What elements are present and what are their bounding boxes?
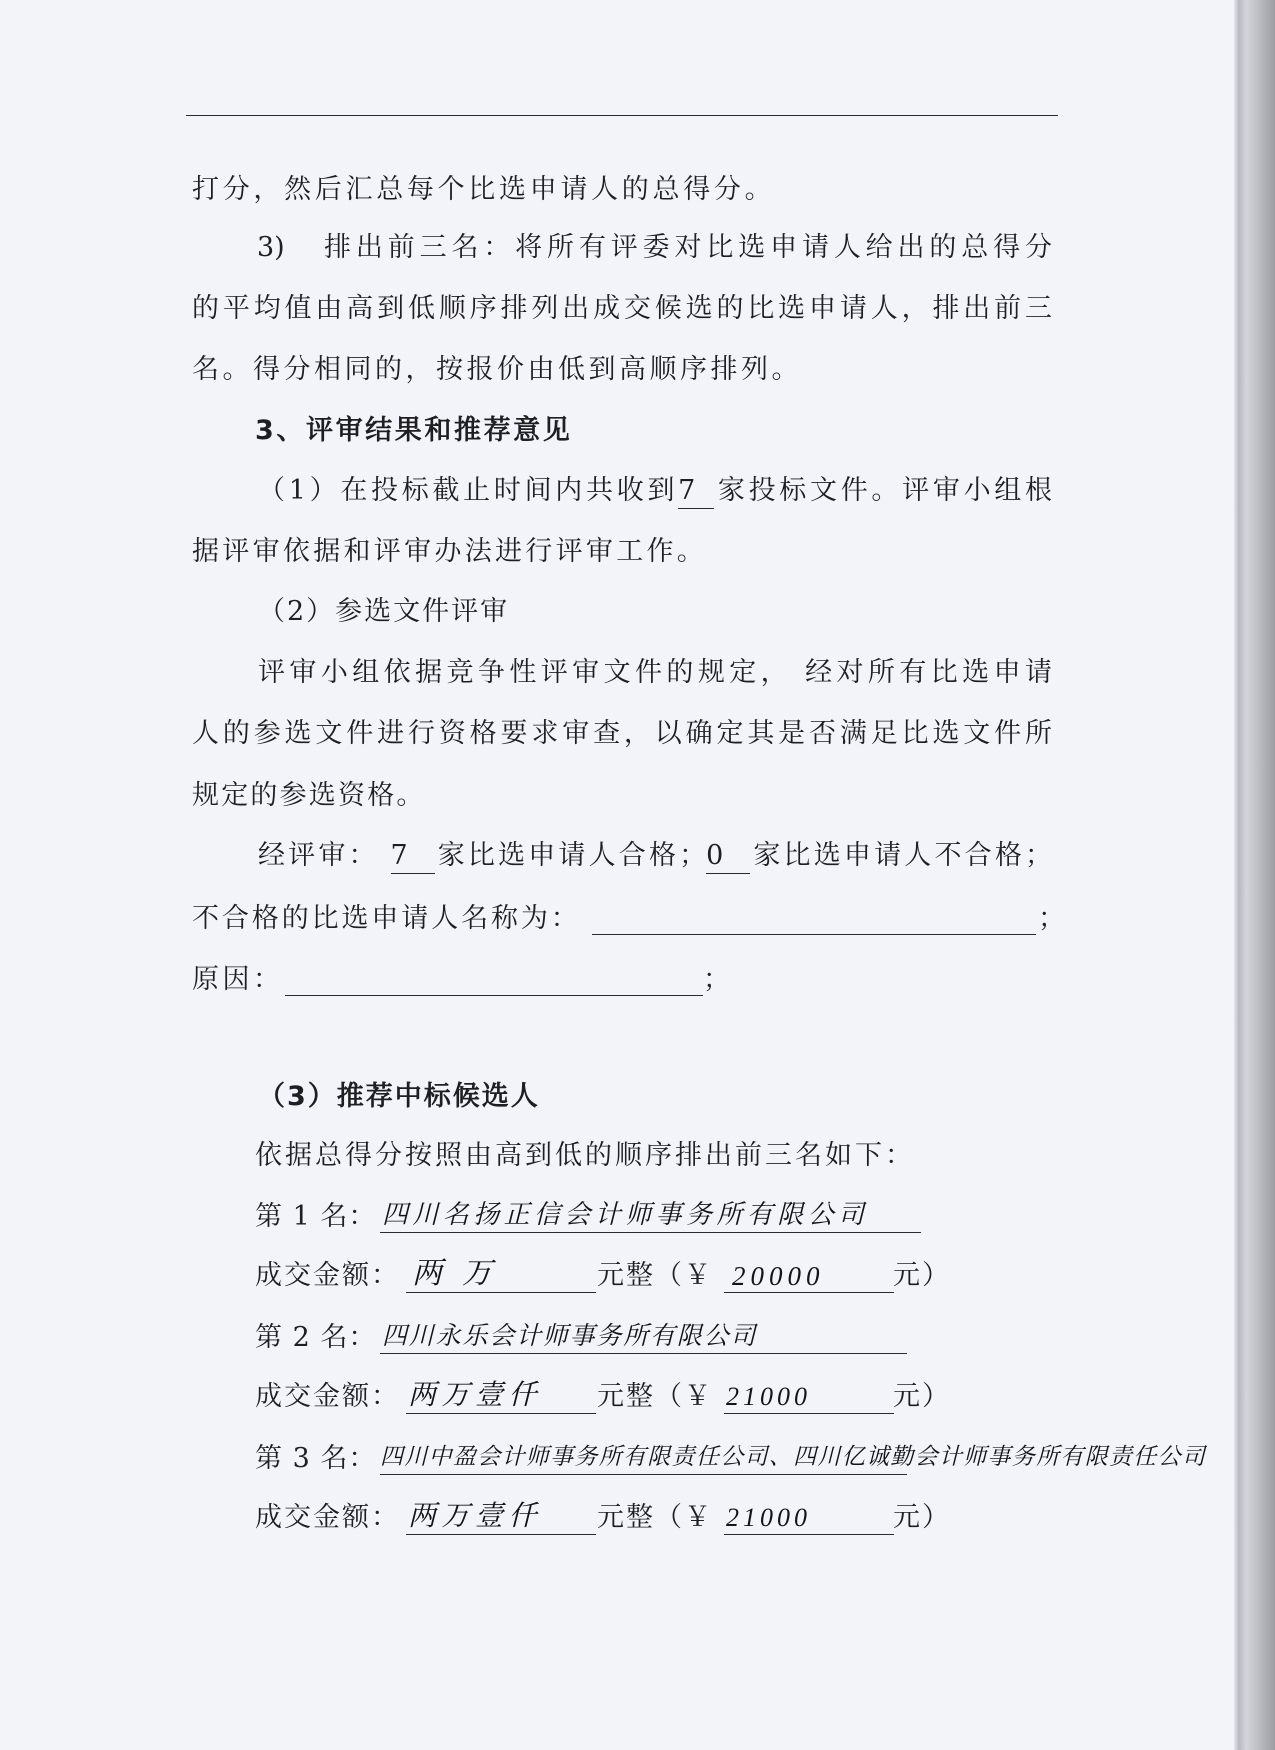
candidate-1-name: 四川名扬正信会计师事务所有限公司 [382, 1200, 869, 1230]
scan-edge-shadow [1234, 0, 1275, 1750]
candidate-2-amount-words: 两万壹仟 [408, 1378, 543, 1411]
sub-2-line-1: 评审小组依据竞争性评审文件的规定， 经对所有比选申请 [258, 657, 1052, 688]
sub-2-line-2: 人的参选文件进行资格要求审查，以确定其是否满足比选文件所 [192, 718, 1052, 749]
sub-2-heading: （2）参选文件评审 [258, 596, 510, 627]
candidate-3-amount-label: 成交金额： [255, 1502, 400, 1533]
candidate-2-amount-mid: 元整（￥ [597, 1381, 713, 1412]
candidate-1-rank-label: 第 1 名： [255, 1201, 377, 1232]
candidate-1-amount-words: 两万 [412, 1256, 512, 1291]
candidate-2-name-underline [380, 1353, 907, 1354]
sub-3-heading: （3）推荐中标候选人 [258, 1081, 540, 1112]
candidate-1-amount-words-underline [406, 1292, 596, 1293]
candidate-3-amount-mid: 元整（￥ [597, 1502, 713, 1533]
candidate-3-name-underline [380, 1474, 907, 1475]
item-3-marker: 3) [257, 232, 285, 263]
candidate-1-amount-number: 20000 [732, 1261, 825, 1291]
candidate-2-amount-words-underline [406, 1413, 596, 1414]
unqualified-names-label: 不合格的比选申请人名称为： [192, 903, 581, 934]
item-3-line-1: 排出前三名：将所有评委对比选申请人给出的总得分 [324, 232, 1052, 263]
header-rule [186, 115, 1058, 116]
candidate-2-amount-end: 元） [893, 1381, 951, 1412]
sub-1-line-2: 据评审依据和评审办法进行评审工作。 [192, 536, 708, 567]
item-3-line-2: 的平均值由高到低顺序排列出成交候选的比选申请人，排出前三 [192, 293, 1052, 324]
sub-2-line-3: 规定的参选资格。 [192, 780, 426, 811]
unqualified-names-blank [592, 934, 1036, 935]
candidate-1-amount-end: 元） [893, 1260, 951, 1291]
candidate-3-amount-number: 21000 [726, 1503, 811, 1532]
candidate-1-amount-number-underline [724, 1292, 894, 1293]
unqualified-count: 0 [706, 839, 750, 874]
bid-count-value: 7 [678, 474, 714, 509]
candidate-2-amount-number-underline [724, 1413, 894, 1414]
qualified-text: 家比选申请人合格； [434, 840, 707, 871]
reason-end: ； [703, 964, 730, 995]
section-3-heading: 3、评审结果和推荐意见 [255, 415, 573, 446]
intro-line-1: 打分，然后汇总每个比选申请人的总得分。 [192, 174, 776, 205]
candidate-3-rank-label: 第 3 名： [255, 1443, 377, 1474]
candidate-3-amount-end: 元） [893, 1502, 951, 1533]
candidate-2-rank-label: 第 2 名： [255, 1322, 377, 1353]
sub-3-intro: 依据总得分按照由高到低的顺序排出前三名如下： [255, 1140, 915, 1171]
candidate-3-amount-words: 两万壹仟 [408, 1499, 543, 1532]
candidate-3-amount-words-underline [406, 1534, 596, 1535]
candidate-2-name: 四川永乐会计师事务所有限公司 [382, 1321, 758, 1350]
bid-count-prefix: （1）在投标截止时间内共收到 [258, 475, 679, 506]
reason-blank [285, 995, 703, 996]
item-3-line-3: 名。得分相同的，按报价由低到高顺序排列。 [192, 354, 802, 385]
candidate-2-amount-label: 成交金额： [255, 1381, 400, 1412]
candidate-1-amount-label: 成交金额： [255, 1260, 400, 1291]
reason-label: 原因： [192, 964, 284, 995]
review-result-line [258, 836, 1052, 876]
bid-count-suffix: 家投标文件。评审小组根 [714, 475, 1052, 506]
candidate-2-amount-number: 21000 [726, 1382, 811, 1411]
review-result-prefix: 经评审： [258, 840, 379, 871]
candidate-1-name-underline [380, 1232, 921, 1233]
qualified-count: 7 [391, 839, 435, 874]
bid-count-line [258, 471, 1052, 511]
unqualified-text: 家比选申请人不合格； [750, 840, 1053, 871]
unqualified-names-end: ； [1038, 903, 1065, 934]
candidate-3-amount-number-underline [724, 1534, 894, 1535]
candidate-3-name: 四川中盈会计师事务所有限责任公司、四川亿诚勤会计师事务所有限责任公司 [380, 1444, 1207, 1470]
candidate-1-amount-mid: 元整（￥ [597, 1260, 713, 1291]
